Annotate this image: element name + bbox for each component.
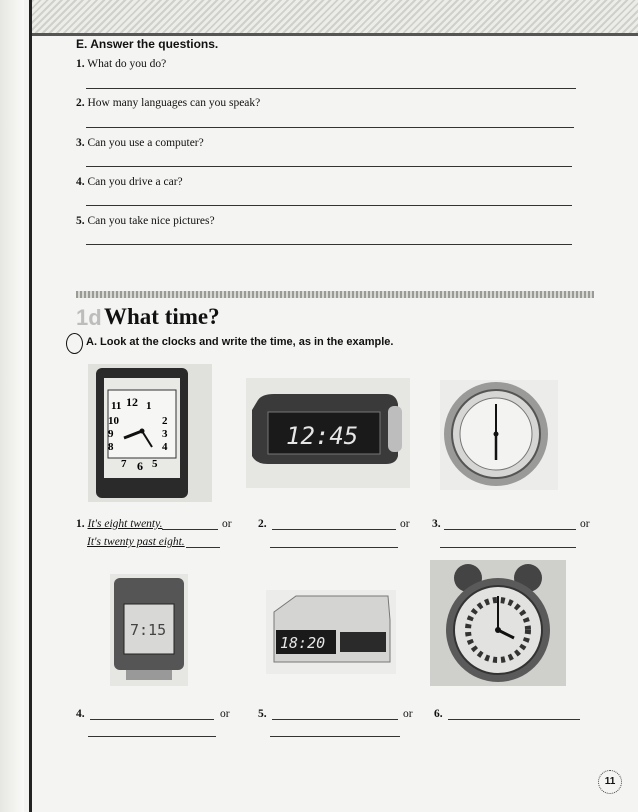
- answer-line-5[interactable]: [86, 244, 572, 245]
- item-number: 6.: [434, 708, 443, 720]
- question-number: 2.: [76, 97, 85, 109]
- section-number: 1d: [76, 305, 102, 330]
- clock-numeral: 2: [162, 415, 168, 427]
- clock-display-time: 12:45: [286, 422, 359, 450]
- clock-display-time: 7:15: [130, 621, 167, 639]
- item-number: 3.: [432, 518, 441, 530]
- clock-numeral: 6: [137, 459, 143, 473]
- answer-item-1-second: [87, 536, 185, 548]
- question-number: 3.: [76, 137, 85, 149]
- exercise-a-instruction: A. Look at the clocks and write the time, as in the example.: [86, 336, 394, 348]
- answer-line-6a[interactable]: [448, 719, 580, 720]
- answer-line-3a[interactable]: [444, 529, 576, 530]
- item-number: 4.: [76, 708, 85, 720]
- section-divider: [76, 291, 594, 298]
- clock-numeral: 12: [126, 395, 138, 409]
- page-number: 11: [598, 770, 622, 794]
- answer-item-6: [434, 708, 443, 720]
- clock-numeral: 8: [108, 441, 114, 453]
- question-text: Can you take nice pictures?: [87, 215, 215, 227]
- question-5: [76, 215, 215, 227]
- answer-item-4: [76, 708, 85, 720]
- clock-stand: [126, 670, 172, 680]
- answer-line-3b[interactable]: [440, 547, 576, 548]
- answer-item-2: [258, 518, 267, 530]
- answer-line-5a[interactable]: [272, 719, 398, 720]
- clock-photo-6: [430, 560, 566, 686]
- clock-numeral: 10: [108, 415, 119, 427]
- clock-center: [495, 627, 501, 633]
- clock-numeral: 1: [146, 400, 152, 412]
- question-number: 1.: [76, 58, 85, 70]
- page-spine-edge: [29, 0, 32, 812]
- exercise-e-heading: E. Answer the questions.: [76, 37, 219, 51]
- answer-item-1: [76, 518, 162, 530]
- question-3: [76, 137, 204, 149]
- clock-photo-5: [266, 590, 396, 674]
- answer-line-2a[interactable]: [272, 529, 396, 530]
- answer-line-1b[interactable]: [186, 547, 220, 548]
- question-number: 4.: [76, 176, 85, 188]
- top-photo-band: [32, 0, 638, 36]
- answer-line-5b[interactable]: [270, 736, 400, 737]
- answer-line-4b[interactable]: [88, 736, 216, 737]
- top-band-edge: [32, 33, 638, 36]
- question-4: [76, 176, 183, 188]
- clock-numeral: 5: [152, 458, 158, 470]
- or-label: or: [220, 708, 230, 720]
- clock-photo-3: [440, 380, 558, 490]
- clock-numeral: 3: [162, 428, 168, 440]
- or-label: or: [400, 518, 410, 530]
- section-title: What time?: [104, 304, 220, 329]
- question-text: What do you do?: [87, 58, 167, 70]
- answer-line-4a[interactable]: [90, 719, 214, 720]
- question-1: [76, 58, 166, 70]
- clock-center: [494, 432, 499, 437]
- clock-radio-panel: [340, 632, 386, 652]
- example-answer-2: It's twenty past eight.: [87, 536, 185, 548]
- or-label: or: [403, 708, 413, 720]
- clock-numeral: 9: [108, 428, 114, 440]
- answer-line-1a[interactable]: [162, 529, 218, 530]
- handwritten-circle-mark: [66, 333, 83, 354]
- question-2: [76, 97, 260, 109]
- or-label: or: [222, 518, 232, 530]
- clock-center: [140, 429, 145, 434]
- clock-photo-2: [246, 378, 410, 488]
- item-number: 2.: [258, 518, 267, 530]
- answer-line-3[interactable]: [86, 166, 572, 167]
- clock-display-time: 18:20: [280, 634, 326, 652]
- question-text: How many languages can you speak?: [87, 97, 261, 109]
- clock-side-knob: [388, 406, 402, 452]
- item-number: 5.: [258, 708, 267, 720]
- question-number: 5.: [76, 215, 85, 227]
- clock-photo-4: [110, 574, 188, 686]
- question-text: Can you drive a car?: [87, 176, 183, 188]
- clock-numeral: 4: [162, 441, 168, 453]
- question-text: Can you use a computer?: [87, 137, 204, 149]
- answer-line-2b[interactable]: [270, 547, 398, 548]
- answer-item-3: [432, 518, 441, 530]
- clock-numeral: 11: [111, 400, 122, 412]
- answer-line-4[interactable]: [86, 205, 572, 206]
- or-label: or: [580, 518, 590, 530]
- example-answer-1: It's eight twenty.: [87, 518, 163, 530]
- answer-item-5: [258, 708, 267, 720]
- clock-numeral: 7: [121, 458, 127, 470]
- page-binding: [0, 0, 24, 812]
- answer-line-2[interactable]: [86, 127, 574, 128]
- clock-photo-1: [88, 364, 212, 502]
- item-number: 1.: [76, 518, 85, 530]
- answer-line-1[interactable]: [86, 88, 576, 89]
